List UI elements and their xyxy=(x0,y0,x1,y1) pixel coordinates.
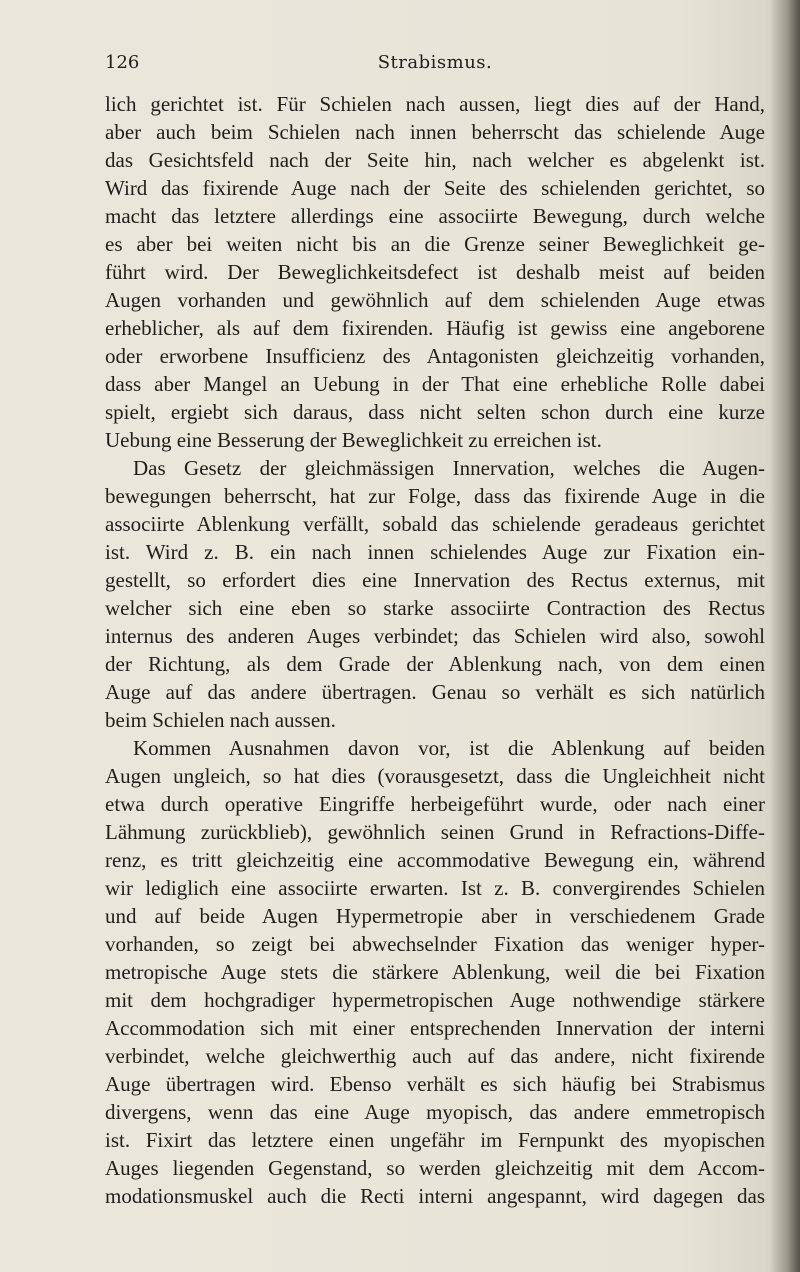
text-line: welcher sich eine eben so starke associirte Contraction des Rectus xyxy=(105,596,765,620)
text-line: dass aber Mangel an Uebung in der That eine erhebliche Rolle dabei xyxy=(105,372,765,396)
text-line: oder erworbene Insufficienz des Antagonisten gleichzeitig vorhanden, xyxy=(105,344,765,368)
text-line: lich gerichtet ist. Für Schielen nach aussen, liegt dies auf der Hand, xyxy=(105,92,765,116)
text-line: Accommodation sich mit einer entsprechenden Innervation der interni xyxy=(105,1016,765,1040)
text-line: gestellt, so erfordert dies eine Innervation des Rectus externus, mit xyxy=(105,568,765,592)
text-line: ist. Wird z. B. ein nach innen schielendes Auge zur Fixation ein- xyxy=(105,540,765,564)
text-line: metropische Auge stets die stärkere Ablenkung, weil die bei Fixation xyxy=(105,960,765,984)
text-line: das Gesichtsfeld nach der Seite hin, nach welcher es abgelenkt ist. xyxy=(105,148,765,172)
page-header xyxy=(105,52,765,82)
text-line: mit dem hochgradiger hypermetropischen Auge nothwendige stärkere xyxy=(105,988,765,1012)
text-line: Lähmung zurückblieb), gewöhnlich seinen Grund in Refractions-Diffe- xyxy=(105,820,765,844)
text-line: es aber bei weiten nicht bis an die Grenze seiner Beweglichkeit ge- xyxy=(105,232,765,256)
text-line: Kommen Ausnahmen davon vor, ist die Ablenkung auf beiden xyxy=(133,736,765,760)
text-line: modationsmuskel auch die Recti interni angespannt, wird dagegen das xyxy=(105,1184,765,1208)
text-line: wir lediglich eine associirte erwarten. Ist z. B. convergirendes Schielen xyxy=(105,876,765,900)
text-line: etwa durch operative Eingriffe herbeigeführt wurde, oder nach einer xyxy=(105,792,765,816)
text-line: vorhanden, so zeigt bei abwechselnder Fixation das weniger hyper- xyxy=(105,932,765,956)
text-line: verbindet, welche gleichwerthig auch auf das andere, nicht fixirende xyxy=(105,1044,765,1068)
text-line: Auges liegenden Gegenstand, so werden gleichzeitig mit dem Accom- xyxy=(105,1156,765,1180)
text-line: erheblicher, als auf dem fixirenden. Häufig ist gewiss eine angeborene xyxy=(105,316,765,340)
body-text xyxy=(105,90,765,1210)
text-line: renz, es tritt gleichzeitig eine accommodative Bewegung ein, während xyxy=(105,848,765,872)
text-line: führt wird. Der Beweglichkeitsdefect ist deshalb meist auf beiden xyxy=(105,260,765,284)
running-title: Strabismus. xyxy=(377,52,493,73)
text-line: Wird das fixirende Auge nach der Seite des schielenden gerichtet, so xyxy=(105,176,765,200)
page-edge-shadow xyxy=(770,0,800,1272)
text-line: bewegungen beherrscht, hat zur Folge, dass das fixirende Auge in die xyxy=(105,484,765,508)
text-line: Uebung eine Besserung der Beweglichkeit zu erreichen ist. xyxy=(105,428,602,452)
text-line: aber auch beim Schielen nach innen beherrscht das schielende Auge xyxy=(105,120,765,144)
text-line: Augen vorhanden und gewöhnlich auf dem schielenden Auge etwas xyxy=(105,288,765,312)
text-line: Auge auf das andere übertragen. Genau so verhält es sich natürlich xyxy=(105,680,765,704)
text-line: Augen ungleich, so hat dies (vorausgesetzt, dass die Ungleichheit nicht xyxy=(105,764,765,788)
text-line: beim Schielen nach aussen. xyxy=(105,708,336,732)
text-line: macht das letztere allerdings eine associirte Bewegung, durch welche xyxy=(105,204,765,228)
page-number: 126 xyxy=(105,52,140,73)
text-line: associirte Ablenkung verfällt, sobald das schielende geradeaus gerichtet xyxy=(105,512,765,536)
text-line: Das Gesetz der gleichmässigen Innervation, welches die Augen- xyxy=(133,456,765,480)
text-line: und auf beide Augen Hypermetropie aber in verschiedenem Grade xyxy=(105,904,765,928)
text-line: ist. Fixirt das letztere einen ungefähr im Fernpunkt des myopischen xyxy=(105,1128,765,1152)
text-line: divergens, wenn das eine Auge myopisch, das andere emmetropisch xyxy=(105,1100,765,1124)
text-line: Auge übertragen wird. Ebenso verhält es sich häufig bei Strabismus xyxy=(105,1072,765,1096)
text-line: internus des anderen Auges verbindet; das Schielen wird also, sowohl xyxy=(105,624,765,648)
text-line: der Richtung, als dem Grade der Ablenkung nach, von dem einen xyxy=(105,652,765,676)
text-line: spielt, ergiebt sich daraus, dass nicht selten schon durch eine kurze xyxy=(105,400,765,424)
